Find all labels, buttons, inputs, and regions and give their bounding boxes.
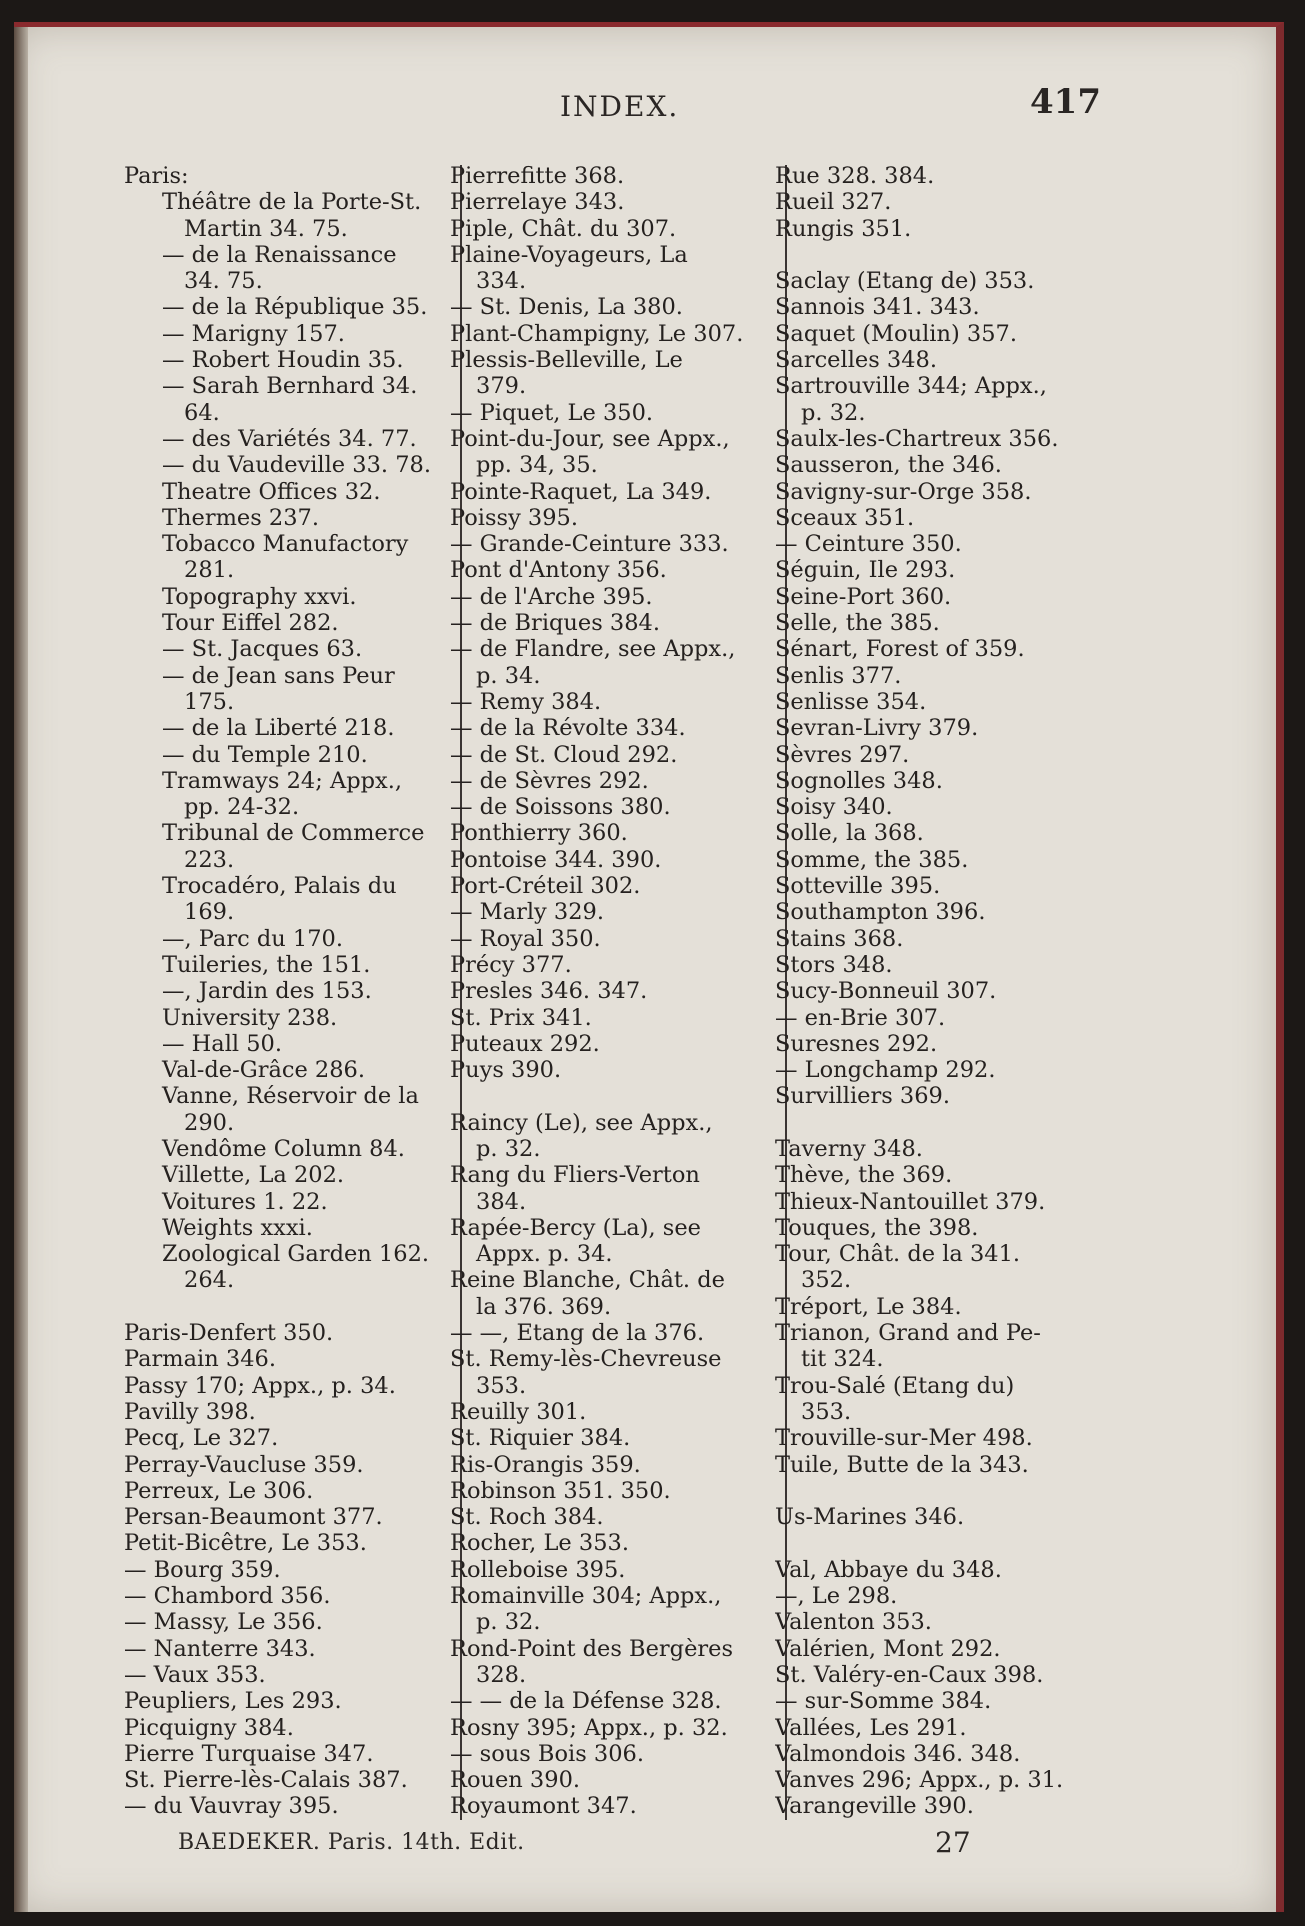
index-entry: Vanne, Réservoir de la <box>162 1083 419 1110</box>
index-entry: Tuileries, the 151. <box>162 951 371 978</box>
index-entry: Parmain 346. <box>124 1346 276 1373</box>
index-entry: Plant-Champigny, Le 307. <box>450 320 744 347</box>
index-entry: Peupliers, Les 293. <box>124 1688 342 1715</box>
index-entry: Précy 377. <box>450 951 572 978</box>
index-entry: Val, Abbaye du 348. <box>775 1556 1002 1583</box>
index-entry: — de la Révolte 334. <box>450 715 686 742</box>
index-entry: — de St. Cloud 292. <box>450 741 678 768</box>
index-entry: Pecq, Le 327. <box>124 1425 279 1452</box>
index-entry: St. Valéry-en-Caux 398. <box>775 1661 1044 1688</box>
index-entry: Weights xxxi. <box>162 1214 313 1241</box>
index-entry: — de la République 35. <box>162 294 428 321</box>
index-entry: Theatre Offices 32. <box>162 478 381 505</box>
index-entry: Tréport, Le 384. <box>775 1293 962 1320</box>
index-entry: Sceaux 351. <box>775 504 915 531</box>
index-entry: Reuilly 301. <box>450 1398 587 1425</box>
running-header: INDEX. <box>560 90 680 123</box>
index-entry: — Piquet, Le 350. <box>450 399 654 426</box>
index-entry: Pierrelaye 343. <box>450 189 625 216</box>
index-entry: Thermes 237. <box>162 504 320 531</box>
index-entry: Sénart, Forest of 359. <box>775 636 1025 663</box>
page-number: 417 <box>1030 82 1101 122</box>
index-entry: Zoological Garden 162. <box>162 1241 430 1268</box>
index-entry: 384. <box>476 1188 527 1215</box>
index-entry: Puteaux 292. <box>450 1030 600 1057</box>
index-entry: Rouen 390. <box>450 1767 581 1794</box>
index-entry: Val-de-Grâce 286. <box>162 1057 366 1084</box>
index-entry: 290. <box>184 1109 235 1136</box>
index-entry: Trouville-sur-Mer 498. <box>775 1425 1033 1452</box>
index-entry: pp. 24-32. <box>184 794 300 821</box>
index-entry: Survilliers 369. <box>775 1083 951 1110</box>
index-entry: Villette, La 202. <box>162 1162 345 1189</box>
index-entry: Martin 34. 75. <box>184 215 348 242</box>
index-entry: — de l'Arche 395. <box>450 583 653 610</box>
index-entry: — en-Brie 307. <box>775 1004 946 1031</box>
index-entry: 34. 75. <box>184 268 263 295</box>
index-entry: Topography xxvi. <box>162 583 357 610</box>
index-entry: Raincy (Le), see Appx., <box>450 1109 713 1136</box>
index-entry: Presles 346. 347. <box>450 978 648 1005</box>
index-entry: Pointe-Raquet, La 349. <box>450 478 712 505</box>
index-entry: Sannois 341. 343. <box>775 294 980 321</box>
index-entry: Plaine-Voyageurs, La <box>450 241 688 268</box>
index-entry: Seine-Port 360. <box>775 583 952 610</box>
index-entry: Suresnes 292. <box>775 1030 938 1057</box>
index-entry: Sèvres 297. <box>775 741 910 768</box>
index-entry: Tuile, Butte de la 343. <box>775 1451 1029 1478</box>
index-entry: Sarcelles 348. <box>775 347 938 374</box>
spacer <box>775 1110 1125 1136</box>
index-entry: — Marly 329. <box>450 899 605 926</box>
index-entry: Paris-Denfert 350. <box>124 1320 334 1347</box>
index-entry: — Hall 50. <box>162 1030 283 1057</box>
index-entry: — des Variétés 34. 77. <box>162 425 417 452</box>
index-entry: Tobacco Manufactory <box>162 531 409 558</box>
index-entry: Thève, the 369. <box>775 1162 953 1189</box>
index-entry: 334. <box>476 268 527 295</box>
index-entry: pp. 34, 35. <box>476 452 598 479</box>
index-entry: Valérien, Mont 292. <box>775 1635 1001 1662</box>
index-entry: — Longchamp 292. <box>775 1057 996 1084</box>
index-entry: Royaumont 347. <box>450 1793 637 1820</box>
index-entry: Rang du Fliers-Verton <box>450 1162 700 1189</box>
index-entry: Robinson 351. 350. <box>450 1477 671 1504</box>
index-entry: — Remy 384. <box>450 688 602 715</box>
index-entry: Varangeville 390. <box>775 1793 974 1820</box>
index-entry: Thieux-Nantouillet 379. <box>775 1188 1046 1215</box>
index-entry: 353. <box>476 1372 527 1399</box>
index-entry: 353. <box>801 1398 852 1425</box>
index-entry: Trianon, Grand and Pe- <box>775 1320 1041 1347</box>
index-entry: Pierrefitte 368. <box>450 163 625 189</box>
index-entry: Sartrouville 344; Appx., <box>775 373 1047 400</box>
index-entry: — St. Denis, La 380. <box>450 294 683 321</box>
index-entry: —, Jardin des 153. <box>162 978 372 1005</box>
index-entry: la 376. 369. <box>476 1293 612 1320</box>
index-entry: Stains 368. <box>775 925 904 952</box>
index-entry: Piple, Chât. du 307. <box>450 215 677 242</box>
index-entry: — du Vauvray 395. <box>124 1793 339 1820</box>
index-entry: Southampton 396. <box>775 899 986 926</box>
index-entry: Pont d'Antony 356. <box>450 557 667 584</box>
index-entry: St. Pierre-lès-Calais 387. <box>124 1767 408 1794</box>
index-entry: — du Vaudeville 33. 78. <box>162 452 431 479</box>
index-entry: Sognolles 348. <box>775 767 943 794</box>
index-entry: — Nanterre 343. <box>124 1635 316 1662</box>
index-entry: Vanves 296; Appx., p. 31. <box>775 1767 1064 1794</box>
index-entry: — Robert Houdin 35. <box>162 347 404 374</box>
index-entry: Rond-Point des Bergères <box>450 1635 733 1662</box>
index-entry: Picquigny 384. <box>124 1714 294 1741</box>
index-entry: — sous Bois 306. <box>450 1740 645 1767</box>
index-entry: Selle, the 385. <box>775 610 940 637</box>
index-entry: St. Riquier 384. <box>450 1425 631 1452</box>
index-entry: Saulx-les-Chartreux 356. <box>775 425 1059 452</box>
index-entry: 264. <box>184 1267 235 1294</box>
index-entry: Trou-Salé (Etang du) <box>775 1372 1015 1399</box>
index-entry: Passy 170; Appx., p. 34. <box>124 1372 396 1399</box>
index-entry: Rue 328. 384. <box>775 163 935 189</box>
index-entry: — Grande-Ceinture 333. <box>450 531 729 558</box>
index-entry: Plessis-Belleville, Le <box>450 347 683 374</box>
index-entry: — Ceinture 350. <box>775 531 962 558</box>
index-entry: —, Parc du 170. <box>162 925 343 952</box>
index-entry: Voitures 1. 22. <box>162 1188 328 1215</box>
index-column-3 <box>775 163 1125 1820</box>
index-entry: 328. <box>476 1661 527 1688</box>
index-entry: p. 32. <box>476 1609 541 1636</box>
index-entry: Valmondois 346. 348. <box>775 1740 1021 1767</box>
index-entry: Senlis 377. <box>775 662 902 689</box>
index-entry: Pontoise 344. 390. <box>450 846 662 873</box>
index-entry: — de Briques 384. <box>450 610 661 637</box>
spacer <box>775 1530 1125 1556</box>
index-entry: Taverny 348. <box>775 1135 923 1162</box>
spacer <box>450 1083 780 1109</box>
index-entry: Ris-Orangis 359. <box>450 1451 641 1478</box>
index-entry: Sevran-Livry 379. <box>775 715 979 742</box>
signature-mark: 27 <box>935 1826 971 1859</box>
index-entry: — St. Jacques 63. <box>162 636 363 663</box>
spacer <box>124 1294 454 1320</box>
index-entry: — sur-Somme 384. <box>775 1688 992 1715</box>
index-column-1 <box>124 163 454 1820</box>
index-entry: Sausseron, the 346. <box>775 452 1002 479</box>
index-entry: Perray-Vaucluse 359. <box>124 1451 364 1478</box>
index-entry: — Marigny 157. <box>162 320 345 347</box>
index-entry: Tour Eiffel 282. <box>162 610 339 637</box>
index-entry: Savigny-sur-Orge 358. <box>775 478 1032 505</box>
index-entry: Trocadéro, Palais du <box>162 873 397 900</box>
index-entry: Soisy 340. <box>775 794 893 821</box>
index-entry: Ponthierry 360. <box>450 820 628 847</box>
index-entry: Poissy 395. <box>450 504 579 531</box>
index-entry: p. 32. <box>476 1135 541 1162</box>
index-entry: — de la Renaissance <box>162 241 397 268</box>
index-entry: Rosny 395; Appx., p. 32. <box>450 1714 728 1741</box>
index-entry: St. Roch 384. <box>450 1504 604 1531</box>
index-entry: — de Flandre, see Appx., <box>450 636 736 663</box>
index-entry: Vendôme Column 84. <box>162 1135 405 1162</box>
index-entry: Rungis 351. <box>775 215 912 242</box>
spacer <box>775 1478 1125 1504</box>
index-entry: Sotteville 395. <box>775 873 941 900</box>
index-entry: — Chambord 356. <box>124 1583 331 1610</box>
index-entry: Tramways 24; Appx., <box>162 767 403 794</box>
index-entry: — de Sèvres 292. <box>450 767 649 794</box>
index-entry: — Massy, Le 356. <box>124 1609 323 1636</box>
index-entry: Perreux, Le 306. <box>124 1477 314 1504</box>
index-entry: St. Prix 341. <box>450 1004 592 1031</box>
index-entry: —, Le 298. <box>775 1583 898 1610</box>
index-entry: University 238. <box>162 1004 338 1031</box>
index-entry: Rocher, Le 353. <box>450 1530 629 1557</box>
index-entry: Rolleboise 395. <box>450 1556 626 1583</box>
index-entry: Senlisse 354. <box>775 688 927 715</box>
index-entry: 175. <box>184 688 235 715</box>
index-entry: Paris: <box>124 163 189 189</box>
index-entry: Vallées, Les 291. <box>775 1714 967 1741</box>
index-entry: Somme, the 385. <box>775 846 969 873</box>
index-entry: — de Soissons 380. <box>450 794 671 821</box>
index-entry: 281. <box>184 557 235 584</box>
index-entry: Théâtre de la Porte-St. <box>162 189 422 216</box>
index-entry: 169. <box>184 899 235 926</box>
index-entry: Saquet (Moulin) 357. <box>775 320 1017 347</box>
index-entry: 352. <box>801 1267 852 1294</box>
index-entry: — Sarah Bernhard 34. <box>162 373 418 400</box>
index-entry: St. Remy-lès-Chevreuse <box>450 1346 722 1373</box>
index-entry: Solle, la 368. <box>775 820 924 847</box>
index-entry: — Bourg 359. <box>124 1556 281 1583</box>
index-entry: Persan-Beaumont 377. <box>124 1504 383 1531</box>
index-entry: p. 32. <box>801 399 866 426</box>
index-entry: Puys 390. <box>450 1057 562 1084</box>
index-entry: — — de la Défense 328. <box>450 1688 722 1715</box>
index-entry: Saclay (Etang de) 353. <box>775 268 1035 295</box>
index-entry: Touques, the 398. <box>775 1214 979 1241</box>
index-entry: Reine Blanche, Chât. de <box>450 1267 725 1294</box>
index-entry: Pierre Turquaise 347. <box>124 1740 374 1767</box>
index-entry: Romainville 304; Appx., <box>450 1583 722 1610</box>
index-entry: Tribunal de Commerce <box>162 820 425 847</box>
index-entry: Point-du-Jour, see Appx., <box>450 425 730 452</box>
index-entry: 64. <box>184 399 220 426</box>
index-entry: p. 34. <box>476 662 541 689</box>
index-entry: Sucy-Bonneuil 307. <box>775 978 997 1005</box>
index-entry: Tour, Chât. de la 341. <box>775 1241 1021 1268</box>
index-entry: — de la Liberté 218. <box>162 715 395 742</box>
index-entry: Appx. p. 34. <box>476 1241 613 1268</box>
index-entry: — du Temple 210. <box>162 741 368 768</box>
page-gutter <box>14 27 28 1912</box>
index-entry: Us-Marines 346. <box>775 1504 965 1531</box>
index-entry: — Royal 350. <box>450 925 601 952</box>
index-entry: Stors 348. <box>775 951 893 978</box>
index-entry: — —, Etang de la 376. <box>450 1320 705 1347</box>
index-entry: Valenton 353. <box>775 1609 932 1636</box>
index-entry: Petit-Bicêtre, Le 353. <box>124 1530 367 1557</box>
index-entry: — de Jean sans Peur <box>162 662 395 689</box>
spacer <box>775 242 1125 268</box>
index-entry: — Vaux 353. <box>124 1661 266 1688</box>
index-entry: Séguin, Ile 293. <box>775 557 956 584</box>
index-column-2 <box>450 163 780 1820</box>
index-entry: Rapée-Bercy (La), see <box>450 1214 701 1241</box>
index-entry: Pavilly 398. <box>124 1398 256 1425</box>
index-entry: 223. <box>184 846 235 873</box>
footer-imprint: BAEDEKER. Paris. 14th. Edit. <box>178 1830 525 1855</box>
index-entry: Rueil 327. <box>775 189 892 216</box>
index-entry: 379. <box>476 373 527 400</box>
index-entry: Port-Créteil 302. <box>450 873 641 900</box>
index-entry: tit 324. <box>801 1346 884 1373</box>
